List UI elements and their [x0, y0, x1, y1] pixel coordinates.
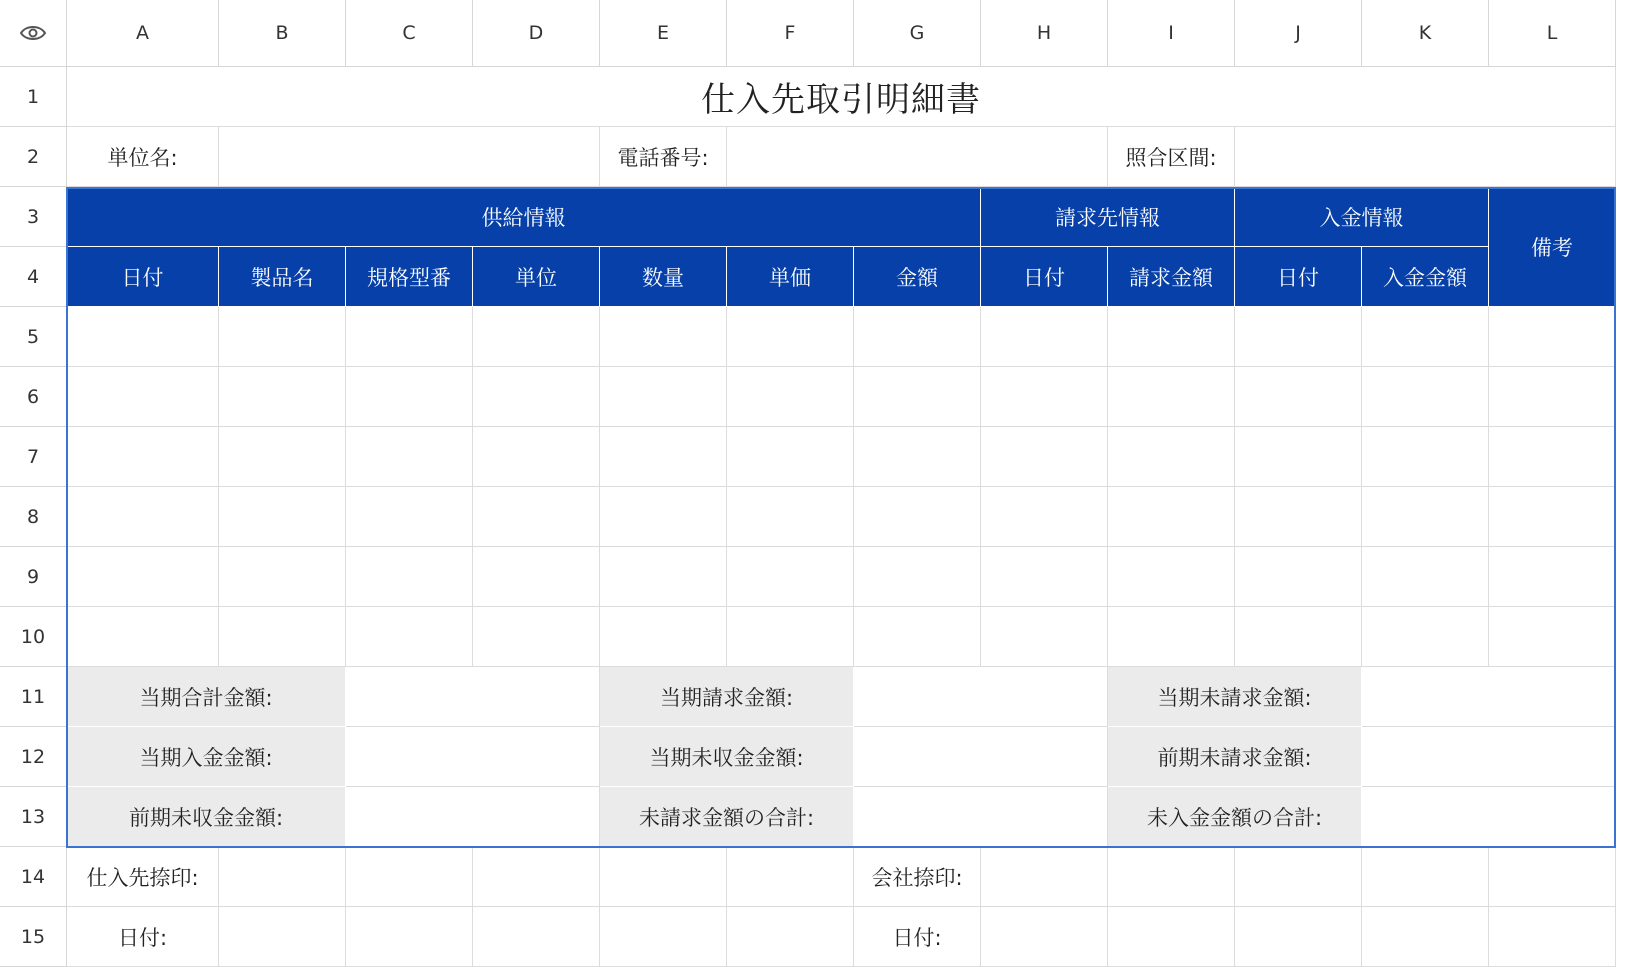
column-header-l[interactable]: L — [1489, 0, 1616, 67]
data-cell[interactable] — [346, 607, 473, 667]
row-header-6[interactable]: 6 — [0, 367, 67, 427]
summary-label-1[interactable]: 当期合計金額: — [67, 667, 346, 727]
row-header-14[interactable]: 14 — [0, 847, 67, 907]
data-cell[interactable] — [1235, 427, 1362, 487]
blank-cell[interactable] — [219, 907, 346, 967]
blank-cell[interactable] — [219, 847, 346, 907]
data-cell[interactable] — [346, 427, 473, 487]
header-remarks[interactable]: 備考 — [1489, 187, 1616, 307]
data-cell[interactable] — [1235, 547, 1362, 607]
data-cell[interactable] — [473, 607, 600, 667]
data-cell[interactable] — [67, 487, 219, 547]
data-cell[interactable] — [1108, 427, 1235, 487]
summary-label-3[interactable]: 前期未請求金額: — [1108, 727, 1362, 787]
data-cell[interactable] — [1489, 367, 1616, 427]
data-cell[interactable] — [727, 307, 854, 367]
row-header-3[interactable]: 3 — [0, 187, 67, 247]
data-cell[interactable] — [219, 427, 346, 487]
blank-cell[interactable] — [473, 907, 600, 967]
header-sub-2[interactable]: 製品名 — [219, 247, 346, 307]
data-cell[interactable] — [67, 607, 219, 667]
data-cell[interactable] — [600, 307, 727, 367]
column-header-e[interactable]: E — [600, 0, 727, 67]
data-cell[interactable] — [1362, 607, 1489, 667]
row-header-5[interactable]: 5 — [0, 307, 67, 367]
data-cell[interactable] — [854, 607, 981, 667]
data-cell[interactable] — [473, 487, 600, 547]
blank-cell[interactable] — [473, 847, 600, 907]
row-header-10[interactable]: 10 — [0, 607, 67, 667]
data-cell[interactable] — [981, 607, 1108, 667]
data-cell[interactable] — [1362, 487, 1489, 547]
sheet-title[interactable]: 仕入先取引明細書 — [67, 67, 1616, 127]
data-cell[interactable] — [1489, 547, 1616, 607]
summary-value-1[interactable] — [346, 787, 600, 847]
header-sub-5[interactable]: 数量 — [600, 247, 727, 307]
phone-label[interactable]: 電話番号: — [600, 127, 727, 187]
data-cell[interactable] — [600, 487, 727, 547]
summary-label-3[interactable]: 当期未請求金額: — [1108, 667, 1362, 727]
data-cell[interactable] — [1235, 607, 1362, 667]
period-label[interactable]: 照合区間: — [1108, 127, 1235, 187]
row-header-13[interactable]: 13 — [0, 787, 67, 847]
column-header-j[interactable]: J — [1235, 0, 1362, 67]
row-header-11[interactable]: 11 — [0, 667, 67, 727]
blank-cell[interactable] — [1489, 907, 1616, 967]
company-seal-label[interactable]: 会社捺印: — [854, 847, 981, 907]
data-cell[interactable] — [854, 307, 981, 367]
data-cell[interactable] — [1108, 307, 1235, 367]
header-sub-9[interactable]: 請求金額 — [1108, 247, 1235, 307]
data-cell[interactable] — [981, 307, 1108, 367]
summary-value-3[interactable] — [1362, 667, 1616, 727]
summary-value-2[interactable] — [854, 667, 1108, 727]
data-cell[interactable] — [854, 367, 981, 427]
header-supply-info[interactable]: 供給情報 — [67, 187, 981, 247]
header-sub-4[interactable]: 単位 — [473, 247, 600, 307]
summary-value-1[interactable] — [346, 727, 600, 787]
data-cell[interactable] — [1489, 607, 1616, 667]
data-cell[interactable] — [1235, 367, 1362, 427]
summary-value-1[interactable] — [346, 667, 600, 727]
header-payment-info[interactable]: 入金情報 — [1235, 187, 1489, 247]
data-cell[interactable] — [346, 487, 473, 547]
data-cell[interactable] — [1489, 427, 1616, 487]
data-cell[interactable] — [854, 487, 981, 547]
row-header-8[interactable]: 8 — [0, 487, 67, 547]
header-billing-info[interactable]: 請求先情報 — [981, 187, 1235, 247]
summary-value-2[interactable] — [854, 787, 1108, 847]
blank-cell[interactable] — [600, 847, 727, 907]
data-cell[interactable] — [1108, 547, 1235, 607]
select-all-corner[interactable] — [0, 0, 67, 67]
header-sub-10[interactable]: 日付 — [1235, 247, 1362, 307]
column-header-k[interactable]: K — [1362, 0, 1489, 67]
data-cell[interactable] — [981, 367, 1108, 427]
column-header-i[interactable]: I — [1108, 0, 1235, 67]
blank-cell[interactable] — [981, 907, 1108, 967]
unit-name-value-cell[interactable] — [219, 127, 600, 187]
column-header-b[interactable]: B — [219, 0, 346, 67]
data-cell[interactable] — [473, 427, 600, 487]
header-sub-1[interactable]: 日付 — [67, 247, 219, 307]
summary-label-2[interactable]: 当期未収金金額: — [600, 727, 854, 787]
data-cell[interactable] — [473, 307, 600, 367]
data-cell[interactable] — [1108, 607, 1235, 667]
header-sub-6[interactable]: 単価 — [727, 247, 854, 307]
unit-name-label[interactable]: 単位名: — [67, 127, 219, 187]
header-sub-7[interactable]: 金額 — [854, 247, 981, 307]
blank-cell[interactable] — [346, 847, 473, 907]
data-cell[interactable] — [67, 367, 219, 427]
supplier-seal-label[interactable]: 仕入先捺印: — [67, 847, 219, 907]
data-cell[interactable] — [600, 547, 727, 607]
data-cell[interactable] — [727, 367, 854, 427]
data-cell[interactable] — [346, 547, 473, 607]
blank-cell[interactable] — [1108, 907, 1235, 967]
data-cell[interactable] — [981, 547, 1108, 607]
data-cell[interactable] — [1489, 487, 1616, 547]
phone-value-cell[interactable] — [727, 127, 1108, 187]
row-header-9[interactable]: 9 — [0, 547, 67, 607]
date-label-2[interactable]: 日付: — [854, 907, 981, 967]
data-cell[interactable] — [600, 427, 727, 487]
summary-label-2[interactable]: 未請求金額の合計: — [600, 787, 854, 847]
data-cell[interactable] — [981, 487, 1108, 547]
column-header-c[interactable]: C — [346, 0, 473, 67]
data-cell[interactable] — [67, 547, 219, 607]
summary-value-3[interactable] — [1362, 727, 1616, 787]
blank-cell[interactable] — [1362, 907, 1489, 967]
eye-icon — [19, 24, 47, 42]
data-cell[interactable] — [854, 427, 981, 487]
data-cell[interactable] — [67, 307, 219, 367]
data-cell[interactable] — [219, 307, 346, 367]
data-cell[interactable] — [1362, 307, 1489, 367]
blank-cell[interactable] — [1235, 847, 1362, 907]
blank-cell[interactable] — [1235, 907, 1362, 967]
column-header-h[interactable]: H — [981, 0, 1108, 67]
summary-value-3[interactable] — [1362, 787, 1616, 847]
column-header-d[interactable]: D — [473, 0, 600, 67]
data-cell[interactable] — [1362, 367, 1489, 427]
data-cell[interactable] — [600, 607, 727, 667]
blank-cell[interactable] — [1489, 847, 1616, 907]
blank-cell[interactable] — [600, 907, 727, 967]
data-cell[interactable] — [1235, 307, 1362, 367]
summary-label-2[interactable]: 当期請求金額: — [600, 667, 854, 727]
data-cell[interactable] — [219, 607, 346, 667]
data-cell[interactable] — [346, 367, 473, 427]
data-cell[interactable] — [1362, 547, 1489, 607]
row-header-12[interactable]: 12 — [0, 727, 67, 787]
blank-cell[interactable] — [1108, 847, 1235, 907]
row-header-7[interactable]: 7 — [0, 427, 67, 487]
summary-label-3[interactable]: 未入金金額の合計: — [1108, 787, 1362, 847]
data-cell[interactable] — [727, 607, 854, 667]
data-cell[interactable] — [854, 547, 981, 607]
column-header-g[interactable]: G — [854, 0, 981, 67]
header-sub-11[interactable]: 入金金額 — [1362, 247, 1489, 307]
summary-label-1[interactable]: 前期未収金金額: — [67, 787, 346, 847]
data-cell[interactable] — [1362, 427, 1489, 487]
row-header-15[interactable]: 15 — [0, 907, 67, 967]
data-cell[interactable] — [727, 427, 854, 487]
data-cell[interactable] — [727, 487, 854, 547]
data-cell[interactable] — [1235, 487, 1362, 547]
blank-cell[interactable] — [1362, 847, 1489, 907]
blank-cell[interactable] — [981, 847, 1108, 907]
data-cell[interactable] — [1108, 367, 1235, 427]
data-cell[interactable] — [473, 547, 600, 607]
data-cell[interactable] — [219, 487, 346, 547]
data-cell[interactable] — [981, 427, 1108, 487]
summary-label-1[interactable]: 当期入金金額: — [67, 727, 346, 787]
column-header-f[interactable]: F — [727, 0, 854, 67]
blank-cell[interactable] — [346, 907, 473, 967]
row-header-1[interactable]: 1 — [0, 67, 67, 127]
column-header-a[interactable]: A — [67, 0, 219, 67]
summary-value-2[interactable] — [854, 727, 1108, 787]
blank-cell[interactable] — [727, 907, 854, 967]
row-header-2[interactable]: 2 — [0, 127, 67, 187]
data-cell[interactable] — [600, 367, 727, 427]
row-header-4[interactable]: 4 — [0, 247, 67, 307]
data-cell[interactable] — [473, 367, 600, 427]
data-cell[interactable] — [219, 367, 346, 427]
data-cell[interactable] — [219, 547, 346, 607]
header-sub-3[interactable]: 規格型番 — [346, 247, 473, 307]
date-label-1[interactable]: 日付: — [67, 907, 219, 967]
period-value-cell[interactable] — [1235, 127, 1616, 187]
data-cell[interactable] — [727, 547, 854, 607]
data-cell[interactable] — [1108, 487, 1235, 547]
blank-cell[interactable] — [727, 847, 854, 907]
data-cell[interactable] — [1489, 307, 1616, 367]
data-cell[interactable] — [346, 307, 473, 367]
data-cell[interactable] — [67, 427, 219, 487]
header-sub-8[interactable]: 日付 — [981, 247, 1108, 307]
